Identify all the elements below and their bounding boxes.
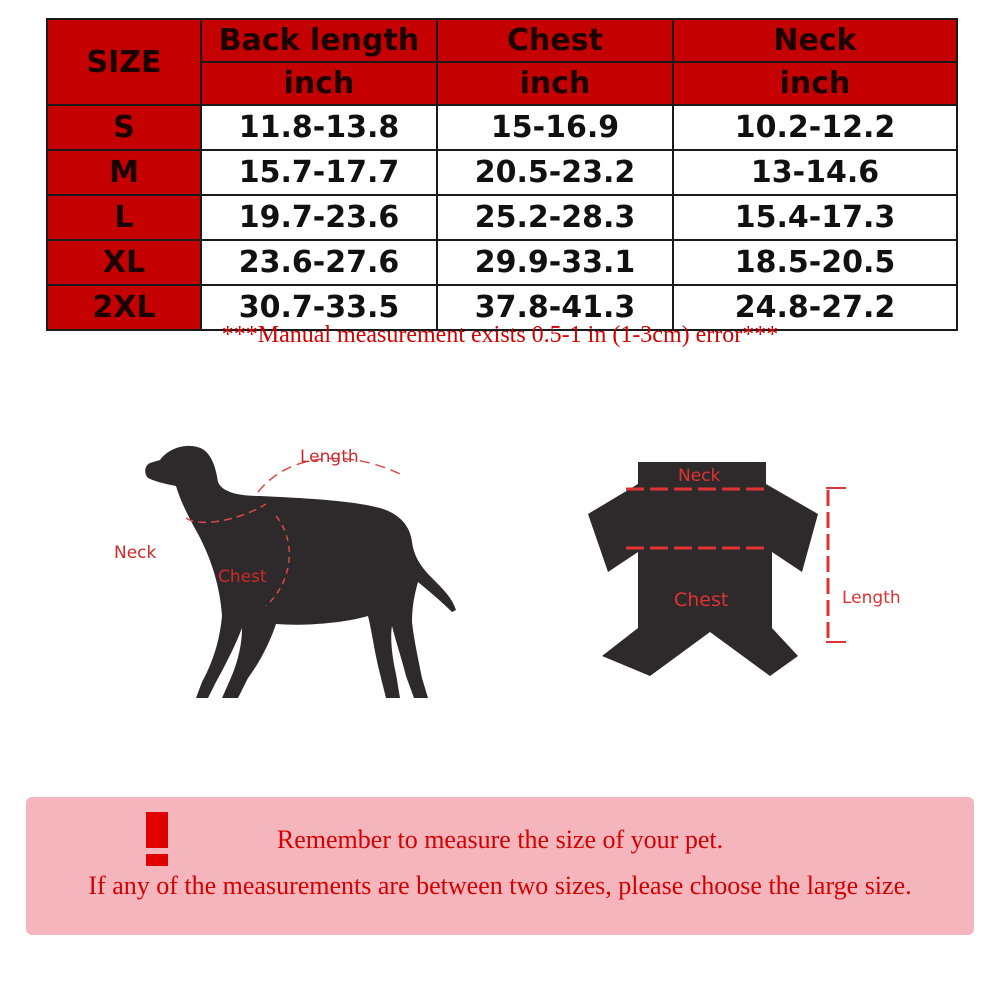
size-cell: M [47, 150, 201, 195]
back-length-cell: 19.7-23.6 [201, 195, 437, 240]
back-length-unit: inch [201, 62, 437, 105]
back-length-cell: 15.7-17.7 [201, 150, 437, 195]
table-header-row [47, 19, 957, 62]
garment-length-label: Length [842, 588, 901, 608]
neck-cell: 10.2-12.2 [673, 105, 957, 150]
chest-cell: 20.5-23.2 [437, 150, 673, 195]
size-cell: L [47, 195, 201, 240]
size-header: SIZE [47, 19, 201, 105]
size-cell: S [47, 105, 201, 150]
table-row [47, 240, 957, 285]
back-length-cell: 11.8-13.8 [201, 105, 437, 150]
reminder-line-1: Remember to measure the size of your pet. [276, 825, 724, 854]
neck-cell: 24.8-27.2 [673, 285, 957, 330]
back-length-header: Back length [201, 19, 437, 62]
table-row [47, 195, 957, 240]
dog-length-label: Length [300, 447, 359, 467]
back-length-cell: 30.7-33.5 [201, 285, 437, 330]
dog-neck-label: Neck [114, 543, 157, 563]
dog-silhouette-icon [145, 446, 456, 698]
neck-cell: 15.4-17.3 [673, 195, 957, 240]
neck-header: Neck [673, 19, 957, 62]
size-chart-table [46, 18, 958, 331]
reminder-line-2: If any of the measurements are between two sizes, please choose the large size. [88, 871, 912, 900]
garment-measurement-diagram [570, 450, 930, 700]
chest-cell: 25.2-28.3 [437, 195, 673, 240]
size-cell: 2XL [47, 285, 201, 330]
size-cell: XL [47, 240, 201, 285]
neck-cell: 13-14.6 [673, 150, 957, 195]
chest-header: Chest [437, 19, 673, 62]
garment-chest-label: Chest [674, 589, 729, 611]
chest-cell: 37.8-41.3 [437, 285, 673, 330]
neck-unit: inch [673, 62, 957, 105]
table-row [47, 105, 957, 150]
dog-measurement-diagram [100, 430, 470, 720]
chest-unit: inch [437, 62, 673, 105]
measurement-error-note: ***Manual measurement exists 0.5-1 in (1-3cm) error*** [221, 322, 779, 348]
neck-cell: 18.5-20.5 [673, 240, 957, 285]
dog-shirt-icon [588, 462, 818, 676]
table-row [47, 150, 957, 195]
dog-chest-label: Chest [218, 567, 267, 587]
back-length-cell: 23.6-27.6 [201, 240, 437, 285]
chest-cell: 15-16.9 [437, 105, 673, 150]
garment-neck-label: Neck [678, 466, 721, 486]
chest-cell: 29.9-33.1 [437, 240, 673, 285]
